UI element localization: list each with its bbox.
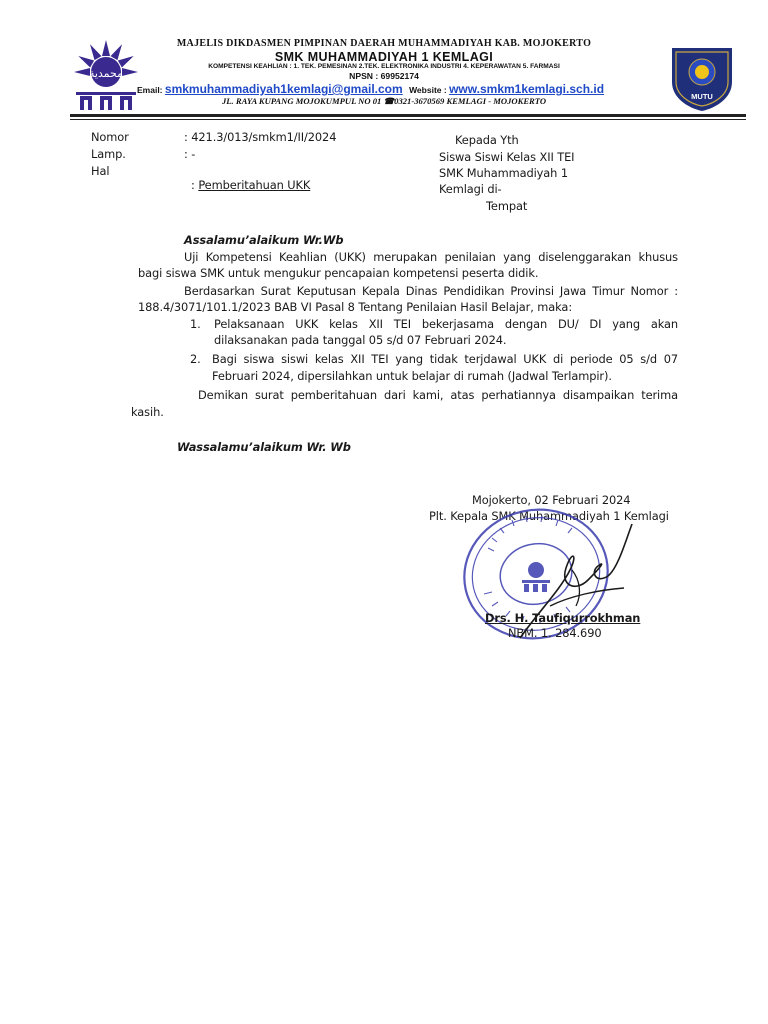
email-label: Email: <box>137 85 163 95</box>
signature-date: Mojokerto, 02 Februari 2024 <box>472 493 631 507</box>
signatory-name: Drs. H. Taufiqurrokhman <box>485 611 641 625</box>
recipient-line-4: Kemlagi di- <box>439 182 502 196</box>
signature-title: Plt. Kepala SMK Muhammadiyah 1 Kemlagi <box>429 509 669 523</box>
list-item-1-line-2: dilaksanakan pada tanggal 05 s/d 07 Februari 2024. <box>214 333 507 347</box>
list-item-1-line-1: Pelaksanaan UKK kelas XII TEI bekerjasama dengan DU/ DI yang akan <box>214 317 678 331</box>
hal-colon: : <box>191 178 199 192</box>
list-item-2-line-2: Februari 2024, dipersilahkan untuk belajar di rumah (Jadwal Terlampir). <box>212 369 612 383</box>
hal-label: Hal <box>91 164 110 178</box>
paragraph-2-line-2: 188.4/3071/101.1/2023 BAB VI Pasal 8 Tentang Penilaian Hasil Belajar, maka: <box>138 300 573 314</box>
signatory-nbm: NBM. 1. 284.690 <box>508 626 602 640</box>
recipient-line-5: Tempat <box>486 199 528 213</box>
paragraph-2-line-1: Berdasarkan Surat Keputusan Kepala Dinas Pendidikan Provinsi Jawa Timur Nomor : <box>184 284 678 298</box>
recipient-line-2: Siswa Siswi Kelas XII TEI <box>439 150 575 164</box>
closing-line-1: Demikan surat pemberitahuan dari kami, atas perhatiannya disampaikan terima <box>198 388 678 402</box>
contact-line <box>137 82 657 96</box>
hal-row <box>184 164 310 192</box>
website-link[interactable]: www.smkm1kemlagi.sch.id <box>449 82 605 96</box>
greeting: Assalamu’alaikum Wr.Wb <box>184 233 344 247</box>
lamp-label: Lamp. <box>91 147 126 161</box>
nomor-label: Nomor <box>91 130 129 144</box>
address-line: JL. RAYA KUPANG MOJOKUMPUL NO 01 ☎0321-3670569 KEMLAGI - MOJOKERTO <box>222 96 547 106</box>
recipient-line-3: SMK Muhammadiyah 1 <box>439 166 568 180</box>
paragraph-1-line-1: Uji Kompetensi Keahlian (UKK) merupakan penilaian yang diselenggarakan khusus <box>184 250 678 264</box>
header-rule-thick <box>70 114 746 117</box>
competencies-line: KOMPETENSI KEAHLIAN : 1. TEK. PEMESINAN 2.TEK. ELEKTRONIKA INDUSTRI 4. KEPERAWATAN 5. FARMASI <box>208 63 560 70</box>
npsn-line: NPSN : 69952174 <box>349 71 419 81</box>
school-name: SMK MUHAMMADIYAH 1 KEMLAGI <box>274 50 494 64</box>
farewell: Wassalamu’alaikum Wr. Wb <box>177 440 351 454</box>
svg-text:محمدية: محمدية <box>88 67 124 80</box>
header-rule-thin <box>70 119 746 120</box>
list-item-2-line-1: Bagi siswa siswi kelas XII TEI yang tidak terjdawal UKK di periode 05 s/d 07 <box>212 352 678 366</box>
website-label: Website : <box>409 85 447 95</box>
lamp-value: : - <box>184 147 196 161</box>
nomor-value: : 421.3/013/smkm1/II/2024 <box>184 130 337 144</box>
list-item-1-number: 1. <box>190 317 201 331</box>
svg-text:MUTU: MUTU <box>691 92 713 101</box>
hal-value: Pemberitahuan UKK <box>198 178 311 192</box>
list-item-2-number: 2. <box>190 352 201 366</box>
organization-name: MAJELIS DIKDASMEN PIMPINAN DAERAH MUHAMMADIYAH KAB. MOJOKERTO <box>176 38 592 49</box>
email-link[interactable]: smkmuhammadiyah1kemlagi@gmail.com <box>164 82 403 96</box>
paragraph-1-line-2: bagi siswa SMK untuk mengukur pencapaian kompetensi peserta didik. <box>138 266 539 280</box>
recipient-line-1: Kepada Yth <box>455 133 519 147</box>
closing-line-2: kasih. <box>131 405 164 419</box>
